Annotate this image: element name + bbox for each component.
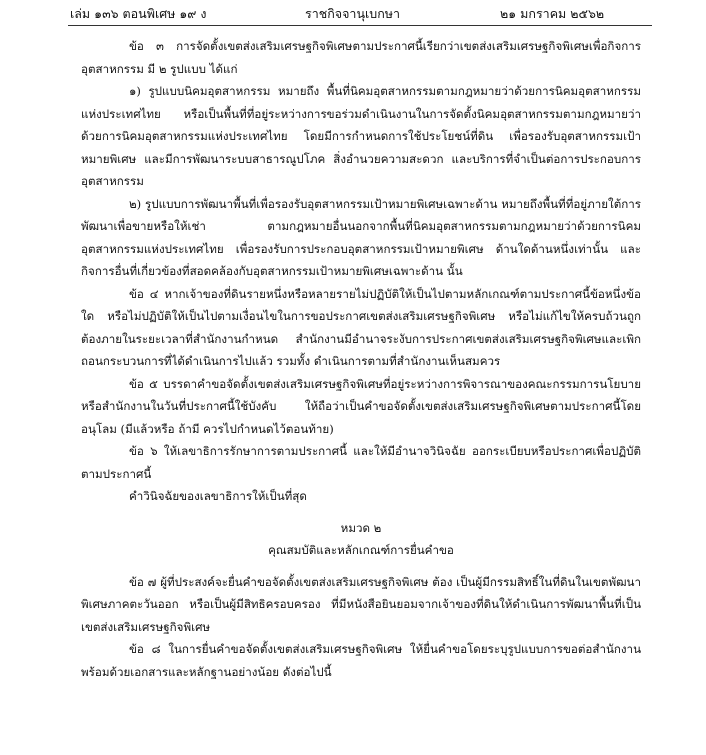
header-divider xyxy=(68,25,652,26)
clause-6: ข้อ ๖ ให้เลขาธิการรักษาการตามประกาศนี้ และให้มีอำนาจวินิจฉัย ออกระเบียบหรือประกาศเพื่อปฏิบัติตามประกาศนี้ xyxy=(81,444,641,481)
clause-7: ข้อ ๗ ผู้ที่ประสงค์จะยื่นคำขอจัดตั้งเขตส่งเสริมเศรษฐกิจพิเศษ ต้อง เป็นผู้มีกรรมสิทธิ์ในที่ดินในเขตพัฒนาพิเศษภาคตะวันออก หรือเป็นผู้มีสิทธิครอบครอง ที่มีหนังสือยินยอมจากเจ้าของที่ดินให้ดำเนินการพัฒนาพื้นที่เป็นเขตส่งเสริมเศรษฐกิจพิเศษ xyxy=(81,574,641,634)
volume-issue: เล่ม ๑๓๖ ตอนพิเศษ ๑๙ ง xyxy=(70,6,207,21)
chapter-subtitle: คุณสมบัติและหลักเกณฑ์การยื่นคำขอ xyxy=(268,543,454,557)
page-header xyxy=(70,5,650,23)
clause-8: ข้อ ๘ ในการยื่นคำขอจัดตั้งเขตส่งเสริมเศรษฐกิจพิเศษ ให้ยื่นคำขอโดยระบุรูปแบบการขอต่อสำนักงานพร้อมด้วยเอกสารและหลักฐานอย่างน้อย ดังต่อไปนี้ xyxy=(81,642,641,679)
clause-3-item-1: ๑) รูปแบบนิคมอุตสาหกรรม หมายถึง พื้นที่นิคมอุตสาหกรรมตามกฎหมายว่าด้วยการนิคมอุตสาหกรรมแห่งประเทศไทย หรือเป็นพื้นที่ที่อยู่ระหว่างการขอร่วมดำเนินงานในการจัดตั้งนิคมอุตสาหกรรมตามกฎหมายว่าด้วยการนิคมอุตสาหกรรมแห่งประเทศไทย โดยมีการกำหนดการใช้ประโยชน์ที่ดิน เพื่อรองรับอุตสาหกรรมเป้าหมายพิเศษ และมีการพัฒนาระบบสาธารณูปโภค สิ่งอำนวยความสะดวก และบริการที่จำเป็นต่อการประกอบการอุตสาหกรรม xyxy=(81,84,641,188)
clause-4: ข้อ ๔ หากเจ้าของที่ดินรายหนึ่งหรือหลายรายไม่ปฏิบัติให้เป็นไปตามหลักเกณฑ์ตามประกาศนี้ข้อหนึ่งข้อใด หรือไม่ปฏิบัติให้เป็นไปตามเงื่อนไขในการขอประกาศเขตส่งเสริมเศรษฐกิจพิเศษ หรือไม่แก้ไขให้ครบถ้วนถูกต้องภายในระยะเวลาที่สำนักงานกำหนด สำนักงานมีอำนาจระงับการประกาศเขตส่งเสริมเศรษฐกิจพิเศษและเพิกถอนกระบวนการที่ได้ดำเนินการไปแล้ว รวมทั้ง ดำเนินการตามที่สำนักงานเห็นสมควร xyxy=(81,286,641,368)
document-body xyxy=(81,35,641,683)
clause-3: ข้อ ๓ การจัดตั้งเขตส่งเสริมเศรษฐกิจพิเศษตามประกาศนี้เรียกว่าเขตส่งเสริมเศรษฐกิจพิเศษเพื่อกิจการอุตสาหกรรม มี ๒ รูปแบบ ได้แก่ xyxy=(81,39,641,76)
chapter-title: หมวด ๒ xyxy=(340,520,382,535)
clause-6-final-ruling: คำวินิจฉัยของเลขาธิการให้เป็นที่สุด xyxy=(129,489,307,503)
publication-date: ๒๑ มกราคม ๒๕๖๒ xyxy=(500,6,605,21)
publication-name: ราชกิจจานุเบกษา xyxy=(305,6,401,21)
clause-3-item-2: ๒) รูปแบบการพัฒนาพื้นที่เพื่อรองรับอุตสาหกรรมเป้าหมายพิเศษเฉพาะด้าน หมายถึงพื้นที่ที่อยู่ภายใต้การพัฒนาเพื่อขายหรือให้เช่า ตามกฎหมายอื่นนอกจากพื้นที่นิคมอุตสาหกรรมตามกฎหมายว่าด้วยการนิคมอุตสาหกรรมแห่งประเทศไทย เพื่อรองรับการประกอบอุตสาหกรรมเป้าหมายพิเศษ ด้านใดด้านหนึ่งเท่านั้น และกิจการอื่นที่เกี่ยวข้องที่สอดคล้องกับอุตสาหกรรมเป้าหมายพิเศษเฉพาะด้าน นั้น xyxy=(81,196,641,278)
clause-5: ข้อ ๕ บรรดาคำขอจัดตั้งเขตส่งเสริมเศรษฐกิจพิเศษที่อยู่ระหว่างการพิจารณาของคณะกรรมการนโยบายหรือสำนักงานในวันที่ประกาศนี้ใช้บังคับ ให้ถือว่าเป็นคำขอจัดตั้งเขตส่งเสริมเศรษฐกิจพิเศษตามประกาศนี้โดยอนุโลม (มีแล้วหรือ ถ้ามี ควรไปกำหนดไว้ตอนท้าย) xyxy=(81,376,641,436)
